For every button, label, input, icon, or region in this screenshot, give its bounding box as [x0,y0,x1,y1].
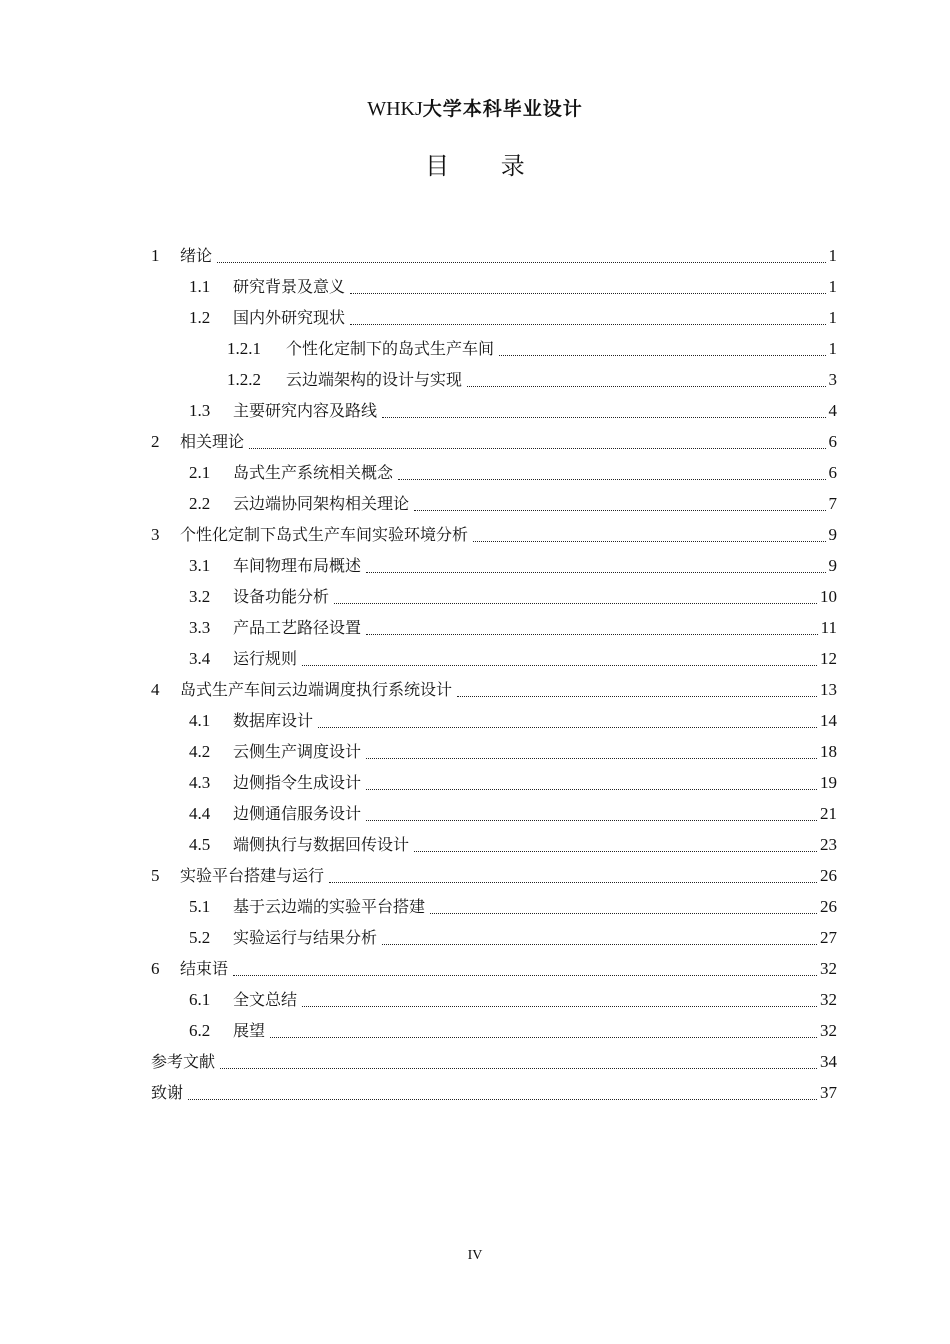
toc-entry[interactable] [151,984,837,1015]
toc-entry-number: 3 [151,525,160,544]
toc-entry-label: 实验平台搭建与运行 [180,865,325,885]
toc-entry-number: 6.1 [189,990,211,1009]
toc-entry-label: 全文总结 [233,989,298,1009]
toc-entry[interactable] [151,891,837,922]
toc-entry-label: 岛式生产车间云边端调度执行系统设计 [180,679,453,699]
toc-entry-label: 云边端协同架构相关理论 [233,493,410,513]
toc-entry[interactable] [151,1015,837,1046]
toc-entry-page: 1 [828,339,837,358]
toc-entry-number: 1 [151,246,160,265]
toc-entry-label: 致谢 [151,1082,184,1102]
toc-entry-page: 9 [828,525,837,544]
toc-entry[interactable] [151,612,837,643]
toc-dot-leader [382,417,825,418]
toc-entry-label: 相关理论 [180,431,245,451]
toc-entry-label: 个性化定制下的岛式生产车间 [286,338,495,358]
toc-entry-page: 11 [820,618,837,637]
toc-entry-label: 主要研究内容及路线 [233,400,378,420]
header-school-title: 大学本科毕业设计 [422,98,583,120]
toc-entry-page: 23 [820,835,837,854]
toc-entry-number: 5.1 [189,897,211,916]
toc-entry-number: 6.2 [189,1021,211,1040]
toc-entry-page: 9 [828,556,837,575]
toc-entry-number: 1.1 [189,277,211,296]
toc-entry-number: 1.2 [189,308,211,327]
toc-entry-page: 13 [820,680,837,699]
toc-dot-leader [414,851,817,852]
toc-dot-leader [467,386,825,387]
toc-entry-number: 3.3 [189,618,211,637]
toc-entry[interactable] [151,302,837,333]
toc-entry-label: 云边端架构的设计与实现 [286,369,463,389]
toc-entry-number: 5 [151,866,160,885]
toc-entry-label: 云侧生产调度设计 [233,741,362,761]
toc-entry-label: 运行规则 [233,648,298,668]
toc-dot-leader [188,1099,817,1100]
toc-entry-page: 1 [828,308,837,327]
toc-entry-label: 研究背景及意义 [233,276,346,296]
toc-entry-label: 参考文献 [151,1051,216,1071]
toc-entry-label: 结束语 [180,958,229,978]
toc-dot-leader [302,665,817,666]
toc-entry[interactable] [151,674,837,705]
toc-entry[interactable] [151,705,837,736]
toc-entry-label: 边侧通信服务设计 [233,803,362,823]
page-number: IV [467,1248,483,1263]
toc-entry-label: 国内外研究现状 [233,307,346,327]
toc-entry[interactable] [151,643,837,674]
toc-entry[interactable] [151,488,837,519]
toc-entry[interactable] [151,736,837,767]
toc-entry-number: 4.4 [189,804,211,823]
toc-entry-number: 2.2 [189,494,211,513]
toc-dot-leader [318,727,817,728]
toc-entry[interactable] [151,798,837,829]
toc-dot-leader [334,603,817,604]
toc-dot-leader [499,355,825,356]
toc-entry[interactable] [151,333,837,364]
toc-dot-leader [233,975,817,976]
toc-dot-leader [382,944,817,945]
toc-entry-number: 6 [151,959,160,978]
toc-entry-label: 边侧指令生成设计 [233,772,362,792]
toc-dot-leader [414,510,825,511]
toc-dot-leader [366,820,817,821]
toc-dot-leader [430,913,817,914]
toc-entry-page: 12 [820,649,837,668]
toc-entry-page: 32 [820,959,837,978]
toc-entry-page: 26 [820,866,837,885]
toc-entry-page: 34 [820,1052,837,1071]
toc-entry[interactable] [151,581,837,612]
toc-entry-page: 21 [820,804,837,823]
toc-dot-leader [473,541,825,542]
toc-entry[interactable] [151,519,837,550]
toc-entry[interactable] [151,457,837,488]
toc-entry-page: 32 [820,990,837,1009]
toc-entry[interactable] [151,1077,837,1108]
toc-entry-number: 4 [151,680,160,699]
toc-entry-page: 26 [820,897,837,916]
toc-entry-page: 6 [828,432,837,451]
toc-entry-page: 1 [828,246,837,265]
toc-entry-number: 4.3 [189,773,211,792]
toc-entry-label: 车间物理布局概述 [233,555,362,575]
toc-entry[interactable] [151,1046,837,1077]
toc-entry[interactable] [151,395,837,426]
toc-entry-label: 基于云边端的实验平台搭建 [233,896,426,916]
toc-entry-page: 10 [820,587,837,606]
toc-entry-page: 19 [820,773,837,792]
toc-entry-number: 3.2 [189,587,211,606]
toc-entry-page: 1 [828,277,837,296]
toc-entry-page: 18 [820,742,837,761]
toc-entry[interactable] [151,953,837,984]
toc-entry-number: 3.4 [189,649,211,668]
toc-entry[interactable] [151,240,837,271]
toc-entry-page: 7 [828,494,837,513]
toc-dot-leader [350,293,825,294]
table-of-contents [151,240,837,1108]
toc-entry[interactable] [151,829,837,860]
toc-entry-label: 数据库设计 [233,710,314,730]
toc-dot-leader [220,1068,817,1069]
toc-entry-label: 绪论 [180,245,213,265]
toc-entry[interactable] [151,860,837,891]
toc-dot-leader [329,882,817,883]
toc-entry-number: 2 [151,432,160,451]
toc-entry-number: 1.2.1 [227,339,261,358]
toc-entry-number: 4.2 [189,742,211,761]
toc-entry[interactable] [151,922,837,953]
toc-entry-page: 14 [820,711,837,730]
running-header [0,94,950,121]
toc-entry-label: 个性化定制下岛式生产车间实验环境分析 [180,524,469,544]
page-title: 目 录 [425,152,547,180]
toc-entry-number: 4.1 [189,711,211,730]
toc-entry-number: 1.2.2 [227,370,261,389]
toc-dot-leader [249,448,825,449]
toc-dot-leader [366,634,818,635]
toc-entry-page: 27 [820,928,837,947]
toc-entry-label: 设备功能分析 [233,586,330,606]
toc-entry[interactable] [151,364,837,395]
toc-entry-page: 6 [828,463,837,482]
toc-entry-number: 1.3 [189,401,211,420]
toc-entry-page: 4 [828,401,837,420]
toc-dot-leader [217,262,825,263]
toc-entry-label: 实验运行与结果分析 [233,927,378,947]
toc-dot-leader [270,1037,817,1038]
toc-entry-page: 37 [820,1083,837,1102]
toc-dot-leader [366,572,825,573]
toc-dot-leader [302,1006,817,1007]
toc-entry[interactable] [151,271,837,302]
toc-entry-page: 32 [820,1021,837,1040]
toc-entry-page: 3 [828,370,837,389]
toc-entry[interactable] [151,550,837,581]
toc-dot-leader [398,479,825,480]
toc-entry[interactable] [151,767,837,798]
header-school-code: WHKJ [367,98,423,120]
toc-entry-number: 5.2 [189,928,211,947]
toc-dot-leader [350,324,825,325]
toc-dot-leader [457,696,817,697]
toc-entry-label: 岛式生产系统相关概念 [233,462,394,482]
toc-dot-leader [366,789,817,790]
toc-entry-label: 展望 [233,1020,266,1040]
toc-dot-leader [366,758,817,759]
toc-entry-label: 产品工艺路径设置 [233,617,362,637]
toc-entry-label: 端侧执行与数据回传设计 [233,834,410,854]
toc-entry-number: 2.1 [189,463,211,482]
toc-entry-number: 3.1 [189,556,211,575]
toc-entry[interactable] [151,426,837,457]
toc-entry-number: 4.5 [189,835,211,854]
